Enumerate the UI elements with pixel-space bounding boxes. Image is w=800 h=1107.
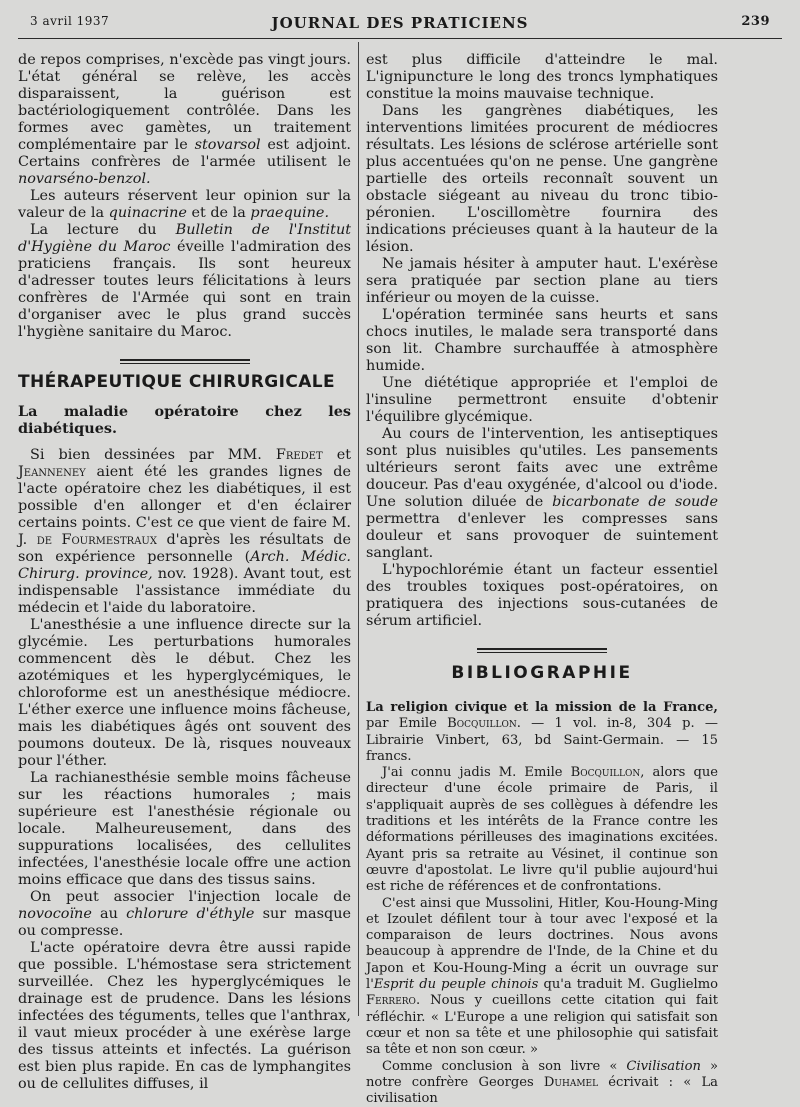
paragraph: On peut associer l'injection locale de novocoïne au chlorure d'éthyle sur masque ou compresse.: [18, 889, 351, 939]
paragraph: La rachianesthésie semble moins fâcheuse sur les réactions humorales ; mais supérieure est l'anesthésie régionale ou locale. Malheureusement, dans des suppurations localisées, des cellulites infectées, l'anesthésie locale offre une action moins efficace que dans des tissus sains.: [18, 770, 351, 888]
paragraph: est plus difficile d'atteindre le mal. L'ignipuncture le long des troncs lymphatiques constitue la moins mauvaise technique.: [366, 52, 718, 102]
section-title: THÉRAPEUTIQUE CHIRURGICALE: [18, 372, 336, 392]
right-column: [366, 52, 718, 1107]
paragraph: Au cours de l'intervention, les antiseptiques sont plus nuisibles qu'utiles. Les pansements ultérieurs seront faits avec une extrême douceur. Pas d'eau oxygénée, d'alcool ou d'iode. Une solution diluée de bicarbonate de soude permettra d'enlever les compresses sans douleur et sans provoquer de suintement sanglant.: [366, 426, 718, 561]
paragraph: L'anesthésie a une influence directe sur la glycémie. Les perturbations humorales commencent dès le début. Chez les azotémiques et les hyperglycémiques, le chloroforme est un anesthésique médiocre. L'éther exerce une influence moins fâcheuse, mais les diabétiques âgés ont souvent des poumons douteux. De là, risques nouveaux pour l'éther.: [18, 617, 351, 769]
page-header: [30, 14, 770, 36]
paragraph: L'opération terminée sans heurts et sans chocs inutiles, le malade sera transporté dans son lit. Chambre surchauffée à atmosphère humide.: [366, 307, 718, 374]
section-divider: [477, 648, 607, 653]
header-date: 3 avril 1937: [30, 14, 110, 28]
paragraph: Dans les gangrènes diabétiques, les interventions limitées procurent de médiocres résultats. Les lésions de sclérose artérielle sont plus accentuées qu'on ne pense. Une gangrène partielle des orteils reconnaît souvent un obstacle siégeant au niveau du tronc tibio-péronien. L'oscillomètre fournira des indications précieuses quant à la hauteur de la lésion.: [366, 103, 718, 255]
paragraph: de repos comprises, n'excède pas vingt jours. L'état général se relève, les accès disparaissent, la guérison est bactériologiquement contrôlée. Dans les formes avec gamètes, un traitement complémentaire par le stovarsol est adjoint. Certains confrères de l'armée utilisent le novarséno-benzol.: [18, 52, 351, 187]
header-rule: [18, 38, 782, 39]
left-column: [18, 52, 351, 1093]
paragraph: C'est ainsi que Mussolini, Hitler, Kou-Houng-Ming et Izoulet défilent tour à tour avec l'exposé et la comparaison de leurs doctrines. Nous avons beaucoup à apprendre de l'Inde, de la Chine et du Japon et Kou-Houng-Ming a écrit un ouvrage sur l'Esprit du peuple chinois qu'a traduit M. Guglielmo Ferrero. Nous y cueillons cette citation qui fait réfléchir. « L'Europe a une religion qui satisfait son cœur et non sa tête et une philosophie qui satisfait sa tête et non son cœur. »: [366, 895, 719, 1058]
paragraph: Une diététique appropriée et l'emploi de l'insuline permettront ensuite d'obtenir l'équilibre glycémique.: [366, 375, 718, 425]
paragraph: La lecture du Bulletin de l'Institut d'Hygiène du Maroc éveille l'admiration des praticiens français. Ils sont heureux d'adresser toutes leurs félicitations à leurs confrères de l'Armée qui sont en train d'organiser avec le plus grand succès l'hygiène sanitaire du Maroc.: [18, 222, 351, 340]
bibliography-entry: [366, 700, 718, 1107]
paragraph: L'hypochlorémie étant un facteur essentiel des troubles toxiques post-opératoires, on pratiquera des injections sous-cutanées de sérum artificiel.: [366, 562, 718, 629]
paragraph: Comme conclusion à son livre « Civilisation » notre confrère Georges Duhamel écrivait : « La civilisation: [366, 1058, 718, 1107]
book-reference: La religion civique et la mission de la France, par Emile Bocquillon. — 1 vol. in-8, 304 p. — Librairie Vinbert, 63, bd Saint-Germain. — 15 francs.: [366, 700, 718, 764]
paragraph: Ne jamais hésiter à amputer haut. L'exérèse sera pratiquée par section plane au tiers inférieur ou moyen de la cuisse.: [366, 256, 718, 306]
bibliography-title: BIBLIOGRAPHIE: [451, 663, 633, 683]
header-page-number: 239: [741, 14, 770, 29]
paragraph: J'ai connu jadis M. Emile Bocquillon, alors que directeur d'une école primaire de Paris, il s'appliquait auprès de ses collègues à défendre les traditions et les intérêts de la France contre les déformations périlleuses des imaginations excitées. Ayant pris sa retraite au Vésinet, il continue son œuvre d'apostolat. Le livre qu'il publie aujourd'hui est riche de références et de confrontations.: [366, 765, 719, 895]
header-journal-title: JOURNAL DES PRATICIENS: [271, 14, 529, 32]
paragraph: Les auteurs réservent leur opinion sur la valeur de la quinacrine et de la praequine.: [18, 188, 351, 221]
paragraph: L'acte opératoire devra être aussi rapide que possible. L'hémostase sera strictement surveillée. Chez les hyperglycémiques le drainage est de prudence. Dans les lésions infectées des téguments, telles que l'anthrax, il vaut mieux procéder à une exérèse large des tissus atteints et infectés. La guérison est bien plus rapide. En cas de lymphangites ou de cellulites diffuses, il: [18, 940, 351, 1092]
paragraph: Si bien dessinées par MM. Fredet et Jeanneney aient été les grandes lignes de l'acte opératoire chez les diabétiques, il est possible d'en allonger et d'en éclairer certains points. C'est ce que vient de faire M. J. de Fourmestraux d'après les résultats de son expérience personnelle (Arch. Médic. Chirurg. province, nov. 1928). Avant tout, est indispensable l'assistance immédiate du médecin et l'aide du laboratoire.: [18, 447, 352, 616]
column-separator: [358, 42, 359, 1016]
section-divider: [120, 359, 250, 364]
article-subheading: La maladie opératoire chez les diabétiques.: [18, 403, 351, 437]
